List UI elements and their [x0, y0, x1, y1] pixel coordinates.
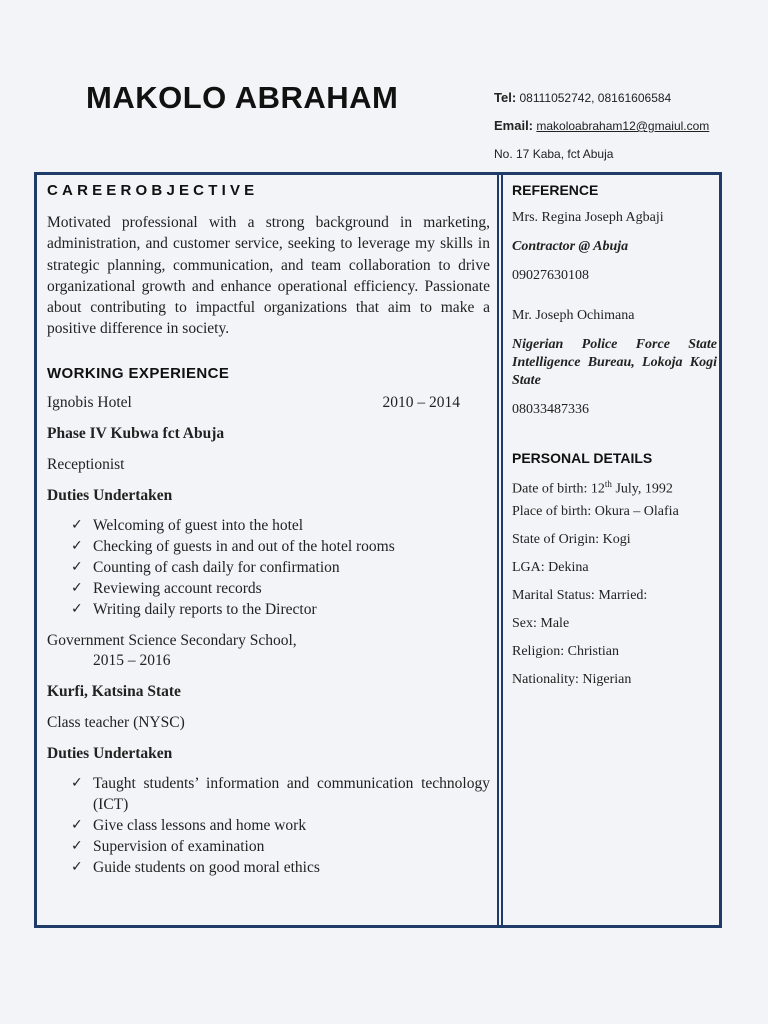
duty-item	[71, 815, 490, 836]
check-icon: ✓	[71, 516, 83, 533]
personal-details-list	[512, 475, 717, 699]
duties-heading: Duties Undertaken	[47, 744, 173, 762]
left-column	[47, 180, 490, 878]
job-role: Receptionist	[47, 455, 125, 473]
personal-details-heading: PERSONAL DETAILS	[512, 450, 653, 466]
tel-label: Tel:	[494, 90, 517, 105]
duty-text: Counting of cash daily for confirmation	[93, 558, 340, 576]
job-location: Kurfi, Katsina State	[47, 682, 181, 700]
duty-text: Reviewing account records	[93, 579, 262, 597]
place-of-birth: Place of birth: Okura – Olafia	[512, 504, 679, 519]
duties-list	[47, 515, 490, 620]
reference-heading: REFERENCE	[512, 182, 599, 198]
right-column	[512, 180, 717, 699]
tel-value: 08111052742, 08161606584	[519, 91, 672, 105]
contact-email	[494, 116, 709, 144]
sex: Sex: Male	[512, 616, 570, 631]
duty-text: Welcoming of guest into the hotel	[93, 516, 304, 534]
duty-item	[71, 599, 490, 620]
check-icon: ✓	[71, 537, 83, 554]
reference-name: Mrs. Regina Joseph Agbaji	[512, 210, 664, 225]
duty-item	[71, 557, 490, 578]
contact-address: No. 17 Kaba, fct Abuja	[494, 147, 614, 161]
job-employer: Government Science Secondary School,	[47, 631, 297, 649]
religion: Religion: Christian	[512, 644, 619, 659]
check-icon: ✓	[71, 816, 83, 833]
contact-block	[494, 88, 709, 172]
reference-entry	[512, 209, 717, 285]
job-entry	[47, 631, 490, 878]
duty-item	[71, 515, 490, 536]
check-icon: ✓	[71, 600, 83, 617]
check-icon: ✓	[71, 837, 83, 854]
duty-text: Guide students on good moral ethics	[93, 858, 320, 876]
job-role: Class teacher (NYSC)	[47, 713, 185, 731]
career-objective-heading: CAREEROBJECTIVE	[47, 182, 259, 199]
check-icon: ✓	[71, 858, 83, 875]
applicant-name: MAKOLO ABRAHAM	[86, 80, 399, 115]
job-header	[47, 393, 490, 413]
duty-item	[71, 536, 490, 557]
duty-text: Writing daily reports to the Director	[93, 600, 317, 618]
email-label: Email:	[494, 118, 534, 133]
reference-position: Nigerian Police Force State Intelligence Bureau, Lokoja Kogi State	[512, 337, 717, 388]
job-employer: Ignobis Hotel	[47, 393, 132, 411]
reference-phone: 09027630108	[512, 268, 589, 283]
column-divider	[497, 172, 503, 928]
duties-list	[47, 773, 490, 878]
reference-phone: 08033487336	[512, 402, 589, 417]
check-icon: ✓	[71, 558, 83, 575]
duty-text: Give class lessons and home work	[93, 816, 307, 834]
job-period: 2015 – 2016	[93, 651, 171, 669]
reference-entry	[512, 307, 717, 419]
duty-text: Supervision of examination	[93, 837, 265, 855]
date-of-birth: Date of birth: 12th July, 1992	[512, 479, 673, 497]
duty-item	[71, 578, 490, 599]
check-icon: ✓	[71, 579, 83, 596]
working-experience-heading: WORKING EXPERIENCE	[47, 364, 230, 382]
check-icon: ✓	[71, 774, 83, 791]
lga: LGA: Dekina	[512, 560, 589, 575]
reference-name: Mr. Joseph Ochimana	[512, 308, 635, 323]
email-link[interactable]: makoloabraham12@gmaiul.com	[536, 119, 710, 133]
job-entry	[47, 393, 490, 620]
career-objective-text: Motivated professional with a strong background in marketing, administration, and customer service, seeking to leverage my skills in strategic planning, communication, and team collaboration to drive organizational growth and enhance operational efficiency. Passionate about contributing to impactful organizations that aim to make a positive difference in society.	[47, 214, 490, 338]
duty-text: Taught students’ information and communication technology (ICT)	[93, 774, 490, 813]
duty-item	[71, 836, 490, 857]
state-of-origin: State of Origin: Kogi	[512, 532, 631, 547]
job-period: 2010 – 2014	[382, 393, 460, 411]
duties-heading: Duties Undertaken	[47, 486, 173, 504]
contact-phone	[494, 88, 709, 116]
marital-status: Marital Status: Married:	[512, 588, 648, 603]
duty-item	[71, 857, 490, 878]
job-location: Phase IV Kubwa fct Abuja	[47, 424, 225, 442]
duty-text: Checking of guests in and out of the hotel rooms	[93, 537, 395, 555]
nationality: Nationality: Nigerian	[512, 672, 632, 687]
duty-item	[71, 773, 490, 815]
reference-position: Contractor @ Abuja	[512, 239, 629, 254]
